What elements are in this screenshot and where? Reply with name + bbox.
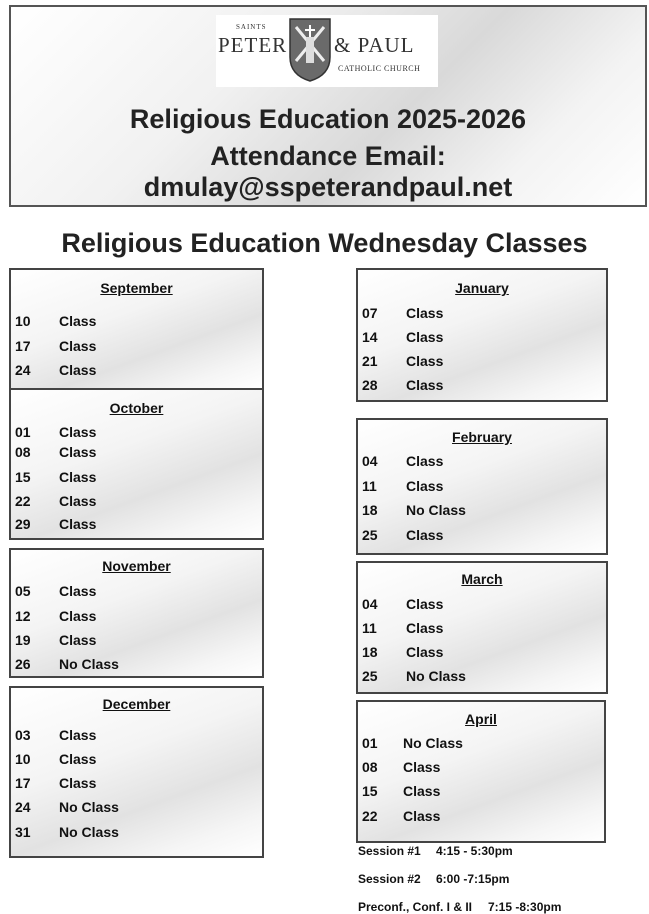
schedule-row: [362, 595, 602, 613]
schedule-status: No Class: [406, 502, 466, 518]
session-line: [358, 900, 562, 914]
schedule-day: 28: [362, 377, 378, 393]
schedule-day: 24: [15, 799, 31, 815]
schedule-status: No Class: [403, 735, 463, 751]
schedule-status: Class: [406, 478, 444, 494]
month-box-april: [356, 700, 606, 843]
schedule-row: [362, 477, 602, 495]
schedule-day: 04: [362, 453, 378, 469]
session-line: [358, 844, 513, 858]
schedule-status: Class: [59, 493, 97, 509]
schedule-day: 17: [15, 338, 31, 354]
session-label: Session #2: [358, 872, 421, 886]
session-line: [358, 872, 510, 886]
schedule-status: Class: [59, 583, 97, 599]
schedule-row: [362, 782, 600, 800]
church-crest-icon: [288, 17, 332, 83]
schedule-day: 11: [362, 620, 377, 636]
schedule-row: [362, 807, 600, 825]
schedule-day: 11: [362, 478, 377, 494]
schedule-day: 12: [15, 608, 31, 624]
schedule-status: Class: [403, 759, 441, 775]
schedule-row: [362, 376, 602, 394]
header-email: dmulay@sspeterandpaul.net: [143, 172, 513, 202]
schedule-row: [362, 526, 602, 544]
schedule-row: [362, 352, 602, 370]
session-label: Session #1: [358, 844, 421, 858]
schedule-row: [15, 774, 258, 792]
schedule-status: No Class: [59, 824, 119, 840]
schedule-status: Class: [406, 305, 444, 321]
schedule-day: 10: [15, 313, 31, 329]
schedule-status: Class: [59, 424, 97, 440]
month-title: November: [102, 558, 171, 574]
month-title: January: [455, 280, 509, 296]
schedule-day: 03: [15, 727, 31, 743]
schedule-row: [362, 619, 602, 637]
header-title: Religious Education 2025-2026: [129, 104, 527, 134]
month-title: February: [452, 429, 512, 445]
schedule-status: Class: [59, 469, 97, 485]
schedule-day: 18: [362, 502, 378, 518]
month-title: September: [100, 280, 173, 296]
schedule-status: Class: [59, 608, 97, 624]
month-title: March: [461, 571, 503, 587]
page-title: Religious Education Wednesday Classes: [61, 228, 588, 258]
month-title: October: [109, 400, 164, 416]
schedule-day: 01: [15, 424, 31, 440]
month-box-september: [9, 268, 264, 390]
schedule-row: [15, 655, 258, 673]
schedule-row: [362, 734, 600, 752]
schedule-day: 04: [362, 596, 378, 612]
schedule-day: 08: [15, 444, 31, 460]
schedule-status: Class: [59, 632, 97, 648]
schedule-status: Class: [59, 775, 97, 791]
schedule-status: Class: [59, 313, 97, 329]
month-box-march: [356, 561, 608, 694]
church-logo: [216, 15, 438, 87]
schedule-day: 15: [362, 783, 378, 799]
session-time: 6:00 -7:15pm: [436, 872, 510, 886]
schedule-status: No Class: [59, 656, 119, 672]
schedule-row: [15, 443, 258, 461]
schedule-day: 19: [15, 632, 31, 648]
month-box-october: [9, 388, 264, 540]
session-time: 4:15 - 5:30pm: [436, 844, 513, 858]
schedule-day: 26: [15, 656, 31, 672]
schedule-row: [362, 667, 602, 685]
schedule-day: 24: [15, 362, 31, 378]
schedule-day: 31: [15, 824, 31, 840]
schedule-row: [15, 798, 258, 816]
schedule-day: 05: [15, 583, 31, 599]
header-banner: [9, 5, 647, 207]
schedule-status: Class: [406, 620, 444, 636]
schedule-status: Class: [59, 362, 97, 378]
schedule-row: [15, 750, 258, 768]
schedule-row: [15, 337, 258, 355]
schedule-day: 25: [362, 527, 378, 543]
schedule-row: [15, 582, 258, 600]
schedule-status: Class: [59, 516, 97, 532]
schedule-status: Class: [406, 377, 444, 393]
month-box-january: [356, 268, 608, 402]
schedule-row: [15, 726, 258, 744]
schedule-row: [15, 361, 258, 379]
schedule-day: 15: [15, 469, 31, 485]
schedule-row: [362, 328, 602, 346]
header-attendance-label: Attendance Email:: [210, 141, 446, 171]
schedule-day: 01: [362, 735, 378, 751]
schedule-status: Class: [406, 353, 444, 369]
schedule-status: No Class: [59, 799, 119, 815]
logo-paul: & PAUL: [334, 33, 415, 57]
schedule-row: [362, 501, 602, 519]
schedule-row: [15, 492, 258, 510]
schedule-row: [15, 823, 258, 841]
month-title: April: [465, 711, 497, 727]
schedule-row: [15, 468, 258, 486]
logo-saints: SAINTS: [236, 23, 267, 31]
schedule-day: 22: [362, 808, 378, 824]
schedule-day: 10: [15, 751, 31, 767]
schedule-status: Class: [59, 338, 97, 354]
schedule-day: 29: [15, 516, 31, 532]
month-box-november: [9, 548, 264, 678]
schedule-day: 14: [362, 329, 378, 345]
schedule-day: 07: [362, 305, 378, 321]
schedule-status: Class: [403, 783, 441, 799]
schedule-status: Class: [406, 329, 444, 345]
schedule-row: [15, 631, 258, 649]
schedule-row: [362, 643, 602, 661]
schedule-status: Class: [406, 644, 444, 660]
schedule-status: No Class: [406, 668, 466, 684]
schedule-status: Class: [403, 808, 441, 824]
schedule-day: 08: [362, 759, 378, 775]
schedule-status: Class: [59, 751, 97, 767]
logo-church: CATHOLIC CHURCH: [338, 64, 421, 73]
session-time: 7:15 -8:30pm: [488, 900, 562, 914]
schedule-row: [15, 423, 258, 441]
schedule-status: Class: [406, 596, 444, 612]
month-box-february: [356, 418, 608, 555]
schedule-day: 21: [362, 353, 378, 369]
schedule-row: [15, 312, 258, 330]
month-title: December: [102, 696, 171, 712]
schedule-day: 17: [15, 775, 31, 791]
schedule-status: Class: [59, 727, 97, 743]
schedule-status: Class: [59, 444, 97, 460]
schedule-row: [15, 607, 258, 625]
schedule-row: [362, 304, 602, 322]
logo-peter: PETER: [218, 33, 288, 57]
month-box-december: [9, 686, 264, 858]
schedule-day: 18: [362, 644, 378, 660]
schedule-day: 25: [362, 668, 378, 684]
schedule-row: [362, 452, 602, 470]
schedule-status: Class: [406, 527, 444, 543]
session-label: Preconf., Conf. I & II: [358, 900, 473, 914]
schedule-row: [362, 758, 600, 776]
schedule-status: Class: [406, 453, 444, 469]
schedule-day: 22: [15, 493, 31, 509]
schedule-row: [15, 515, 258, 533]
